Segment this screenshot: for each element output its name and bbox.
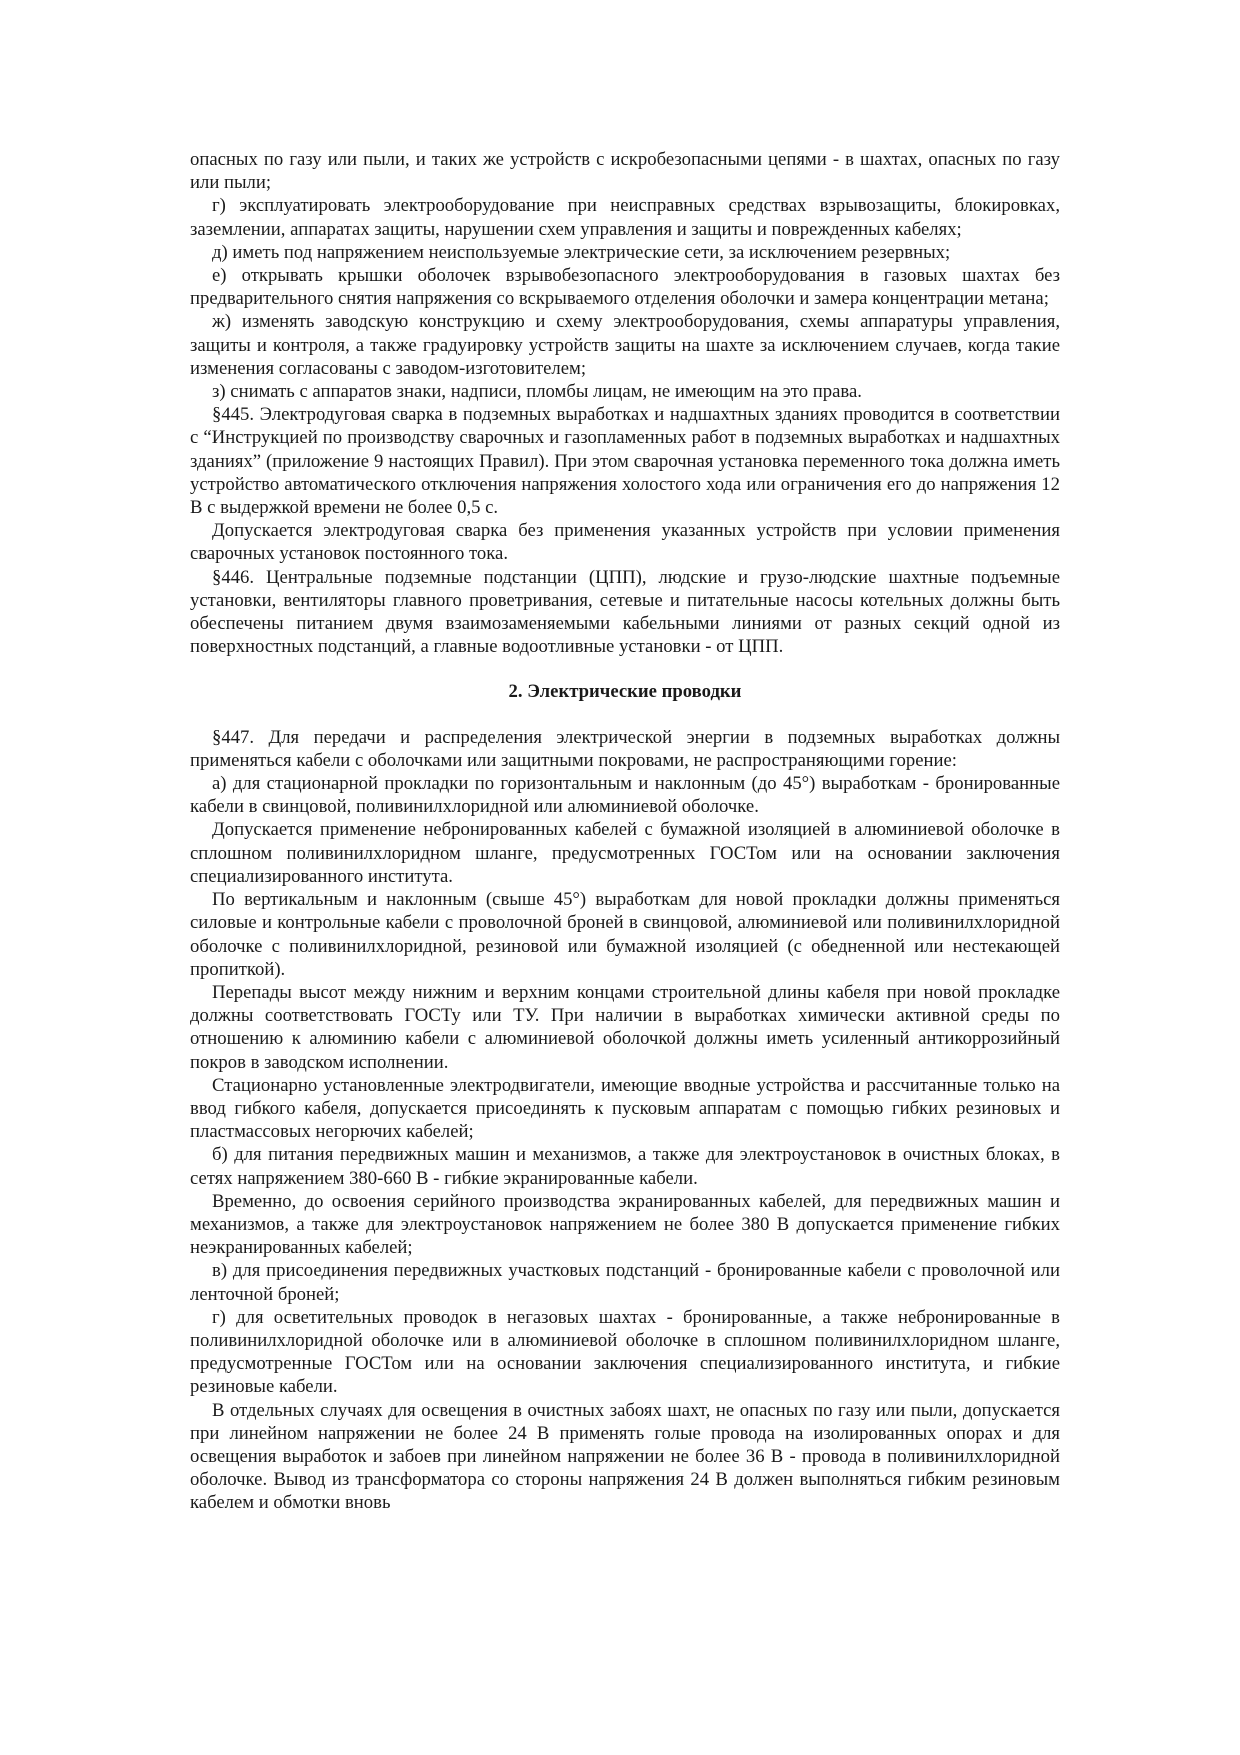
paragraph: опасных по газу или пыли, и таких же устройств с искробезопасными цепями - в шахтах, опасных по газу или пыли; [190, 149, 1060, 194]
paragraph: Стационарно установленные электродвигатели, имеющие вводные устройства и рассчитанные только на ввод гибкого кабеля, допускается присоединять к пусковым аппаратам с помощью гибких резиновых и пластмассовых негорючих кабелей; [190, 1074, 1060, 1143]
paragraph: г) для осветительных проводок в негазовых шахтах - бронированные, а также небронированные в поливинилхлоридной оболочке или в алюминиевой оболочке в сплошном поливинилхлоридном шланге, предусмотренные ГОСТом или на основании заключения специализированного института, и гибкие резиновые кабели. [190, 1306, 1060, 1398]
paragraph: з) снимать с аппаратов знаки, надписи, пломбы лицам, не имеющим на это права. [212, 381, 862, 403]
paragraph: В отдельных случаях для освещения в очистных забоях шахт, не опасных по газу или пыли, допускается при линейном напряжении не более 24 В применять голые провода на изолированных опорах и для освещения выработок и забоев при линейном напряжении не более 36 В - провода в поливинилхлоридной оболочке. Вывод из трансформатора со стороны напряжения 24 В должен выполняться гибким резиновым кабелем и обмотки вновь [190, 1399, 1060, 1514]
paragraph: Временно, до освоения серийного производства экранированных кабелей, для передвижных машин и механизмов, а также для электроустановок напряжением не более 380 В допускается применение гибких неэкранированных кабелей; [190, 1190, 1060, 1259]
paragraph: а) для стационарной прокладки по горизонтальным и наклонным (до 45°) выработкам - бронированные кабели в свинцовой, поливинилхлоридной или алюминиевой оболочке. [190, 773, 1060, 818]
section-heading: 2. Электрические проводки [508, 681, 742, 703]
paragraph: §446. Центральные подземные подстанции (ЦПП), людские и грузо-людские шахтные подъемные установки, вентиляторы главного проветривания, сетевые и питательные насосы котельных должны быть обеспечены питанием двумя взаимозаменяемыми кабельными линиями от разных секций одной из поверхностных подстанций, а главные водоотливные установки - от ЦПП. [190, 566, 1060, 658]
paragraph: г) эксплуатировать электрооборудование при неисправных средствах взрывозащиты, блокировках, заземлении, аппаратах защиты, нарушении схем управления и защиты и поврежденных кабелях; [190, 195, 1060, 240]
paragraph: Перепады высот между нижним и верхним концами строительной длины кабеля при новой прокладке должны соответствовать ГОСТу или ТУ. При наличии в выработках химически активной среды по отношению к алюминию кабели с алюминиевой оболочкой должны иметь усиленный антикоррозийный покров в заводском исполнении. [190, 981, 1060, 1073]
paragraph: ж) изменять заводскую конструкцию и схему электрооборудования, схемы аппаратуры управления, защиты и контроля, а также градуировку устройств защиты на шахте за исключением случаев, когда такие изменения согласованы с заводом-изготовителем; [190, 311, 1060, 379]
paragraph: Допускается электродуговая сварка без применения указанных устройств при условии применения сварочных установок постоянного тока. [190, 520, 1060, 565]
paragraph: б) для питания передвижных машин и механизмов, а также для электроустановок в очистных блоках, в сетях напряжением 380-660 В - гибкие экранированные кабели. [190, 1144, 1060, 1189]
document-page [190, 148, 1060, 1515]
paragraph: §445. Электродуговая сварка в подземных выработках и надшахтных зданиях проводится в соответствии с “Инструкцией по производству сварочных и газопламенных работ в подземных выработках и надшахтных зданиях” (приложение 9 настоящих Правил). При этом сварочная установка переменного тока должна иметь устройство автоматического отключения напряжения холостого хода или ограничения его до напряжения 12 В с выдержкой времени не более 0,5 с. [190, 404, 1060, 519]
paragraph: д) иметь под напряжением неиспользуемые электрические сети, за исключением резервных; [212, 241, 951, 263]
paragraph: §447. Для передачи и распределения электрической энергии в подземных выработках должны применяться кабели с оболочками или защитными покровами, не распространяющими горение: [190, 726, 1060, 771]
paragraph: в) для присоединения передвижных участковых подстанций - бронированные кабели с проволочной или ленточной броней; [190, 1260, 1060, 1305]
paragraph: е) открывать крышки оболочек взрывобезопасного электрооборудования в газовых шахтах без предварительного снятия напряжения со вскрываемого отделения оболочки и замера концентрации метана; [190, 265, 1060, 310]
paragraph: Допускается применение небронированных кабелей с бумажной изоляцией в алюминиевой оболочке в сплошном поливинилхлоридном шланге, предусмотренных ГОСТом или на основании заключения специализированного института. [190, 819, 1060, 887]
paragraph: По вертикальным и наклонным (свыше 45°) выработкам для новой прокладки должны применяться силовые и контрольные кабели с проволочной броней в свинцовой, алюминиевой или поливинилхлоридной оболочке с поливинилхлоридной, резиновой или бумажной изоляцией (с обедненной или нестекающей пропиткой). [190, 889, 1060, 980]
